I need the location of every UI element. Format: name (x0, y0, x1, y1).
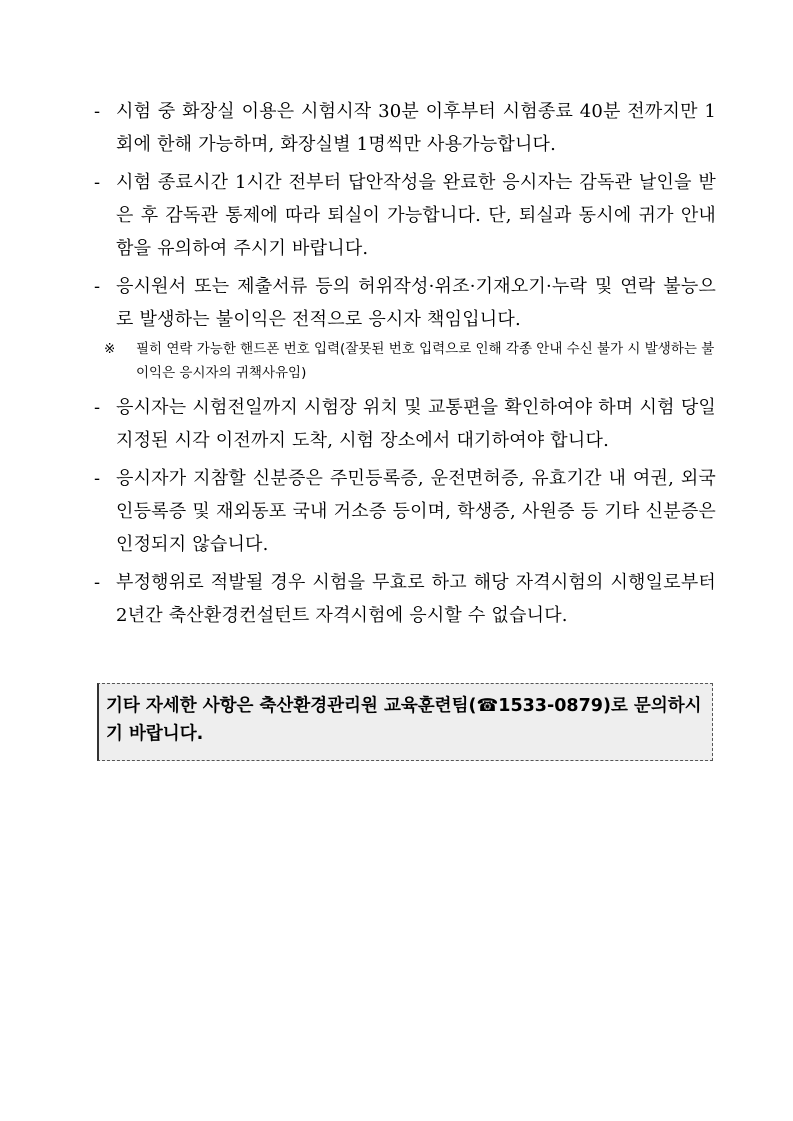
list-item (94, 462, 716, 561)
bullet-marker: - (94, 468, 101, 489)
footnote-text: 필히 연락 가능한 핸드폰 번호 입력(잘못된 번호 입력으로 인해 각종 안내 수신 불가 시 발생하는 불이익은 응시자의 귀책사유임) (136, 341, 715, 381)
list-item (94, 566, 716, 632)
item-text: 응시자는 시험전일까지 시험장 위치 및 교통편을 확인하여야 하며 시험 당일 지정된 시각 이전까지 도착, 시험 장소에서 대기하여야 합니다. (116, 397, 716, 451)
item-text: 시험 종료시간 1시간 전부터 답안작성을 완료한 응시자는 감독관 날인을 받은 후 감독관 통제에 따라 퇴실이 가능합니다. 단, 퇴실과 동시에 귀가 안내함을 유의하여 주시기 바랍니다. (116, 172, 716, 259)
item-text: 응시원서 또는 제출서류 등의 허위작성·위조·기재오기·누락 및 연락 불능으로 발생하는 불이익은 전적으로 응시자 책임입니다. (116, 276, 716, 330)
bullet-marker: - (94, 101, 101, 122)
list-item (94, 95, 716, 161)
bullet-marker: - (94, 276, 101, 297)
list-item (94, 166, 716, 265)
bullet-marker: - (94, 172, 101, 193)
footnote (104, 337, 716, 385)
bullet-marker: - (94, 572, 101, 593)
reference-mark-icon: ※ (104, 341, 116, 357)
item-text: 응시자가 지참할 신분증은 주민등록증, 운전면허증, 유효기간 내 여권, 외국인등록증 및 재외동포 국내 거소증 등이며, 학생증, 사원증 등 기타 신분증은 인정되지 않습니다. (116, 468, 716, 555)
notice-list (94, 95, 716, 637)
contact-info-box (97, 683, 713, 761)
bullet-marker: - (94, 397, 101, 418)
list-item (94, 270, 716, 336)
item-text: 부정행위로 적발될 경우 시험을 무효로 하고 해당 자격시험의 시행일로부터 2년간 축산환경컨설턴트 자격시험에 응시할 수 없습니다. (116, 572, 716, 626)
item-text: 시험 중 화장실 이용은 시험시작 30분 이후부터 시험종료 40분 전까지만 1회에 한해 가능하며, 화장실별 1명씩만 사용가능합니다. (116, 101, 716, 155)
list-item (94, 391, 716, 457)
contact-text: 기타 자세한 사항은 축산환경관리원 교육훈련팀(☎1533-0879)로 문의하시기 바랍니다. (106, 696, 702, 744)
